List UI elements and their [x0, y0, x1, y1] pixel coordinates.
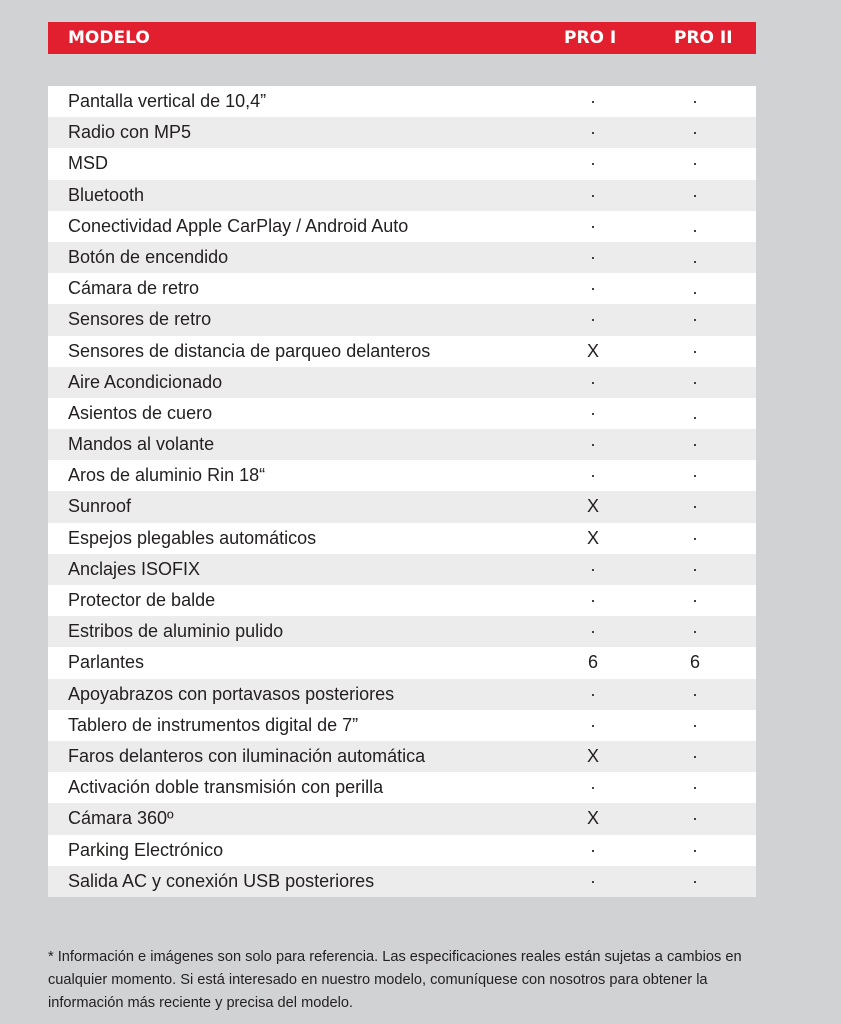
feature-cell: Sensores de retro: [68, 309, 212, 330]
pro2-cell: .: [692, 246, 698, 267]
table-row: [48, 273, 756, 304]
table-row: [48, 710, 756, 741]
table-row: [48, 772, 756, 803]
pro1-cell: ·: [590, 683, 596, 704]
footnote: * Información e imágenes son solo para referencia. Las especificaciones reales están sujetas a cambios en cualquier momento. Si está interesado en nuestro modelo, comuníquese con nosotros para obtener la información más reciente y precisa del modelo.: [48, 949, 742, 1011]
spec-table: [48, 86, 756, 897]
pro1-cell: X: [586, 496, 599, 517]
table-row: [48, 803, 756, 834]
table-row: [48, 86, 756, 117]
pro2-cell: ·: [692, 683, 698, 704]
pro1-cell: ·: [590, 590, 596, 610]
pro2-cell: ·: [692, 839, 698, 860]
feature-cell: Aros de aluminio Rin 18“: [68, 465, 266, 486]
pro1-cell: 6: [587, 652, 598, 673]
table-row: [48, 304, 756, 335]
pro2-cell: ·: [692, 527, 698, 548]
pro2-cell: ·: [692, 184, 698, 205]
pro2-cell: ·: [692, 465, 698, 486]
pro2-cell: ·: [692, 340, 698, 361]
pro1-cell: ·: [590, 777, 596, 798]
table-row: [48, 398, 756, 429]
feature-cell: Anclajes ISOFIX: [68, 558, 201, 579]
pro1-cell: ·: [590, 434, 596, 455]
pro2-cell: ·: [692, 808, 698, 829]
feature-cell: Apoyabrazos con portavasos posteriores: [68, 683, 395, 704]
pro2-cell: ·: [692, 621, 698, 642]
feature-cell: Botón de encendido: [68, 246, 229, 267]
pro2-cell: ·: [692, 777, 698, 798]
pro1-cell: ·: [590, 184, 596, 205]
pro1-cell: ·: [590, 91, 596, 111]
table-row: [48, 523, 756, 554]
table-row: [48, 460, 756, 491]
feature-cell: Estribos de aluminio pulido: [68, 621, 284, 642]
feature-cell: Activación doble transmisión con perilla: [68, 777, 384, 798]
feature-cell: Pantalla vertical de 10,4”: [68, 91, 267, 111]
pro1-cell: ·: [590, 870, 596, 891]
pro1-cell: ·: [590, 465, 596, 486]
table-row: [48, 679, 756, 710]
pro1-cell: X: [586, 745, 599, 766]
feature-cell: Cámara de retro: [68, 278, 200, 299]
feature-cell: Sunroof: [68, 496, 132, 517]
feature-cell: Faros delanteros con iluminación automática: [68, 745, 426, 766]
table-row: [48, 866, 756, 897]
feature-cell: Salida AC y conexión USB posteriores: [68, 870, 375, 891]
feature-cell: MSD: [68, 153, 108, 174]
table-row: [48, 647, 756, 678]
feature-cell: Radio con MP5: [68, 122, 192, 143]
pro2-cell: ·: [692, 153, 698, 174]
pro2-cell: ·: [692, 496, 698, 517]
table-row: [48, 741, 756, 772]
pro2-cell: ·: [692, 91, 698, 111]
pro1-cell: ·: [590, 558, 596, 579]
table-row: [48, 211, 756, 242]
feature-cell: Asientos de cuero: [68, 402, 213, 423]
pro2-cell: .: [692, 402, 698, 423]
table-row: [48, 336, 756, 367]
pro2-cell: ·: [692, 745, 698, 766]
table-row: [48, 117, 756, 148]
pro1-cell: X: [586, 340, 599, 361]
table-row: [48, 616, 756, 647]
feature-cell: Tablero de instrumentos digital de 7”: [68, 714, 359, 735]
pro2-cell: ·: [692, 714, 698, 735]
pro1-cell: ·: [590, 714, 596, 735]
pro1-cell: ·: [590, 215, 596, 236]
pro2-cell: ·: [692, 309, 698, 330]
table-row: [48, 367, 756, 398]
pro2-cell: ·: [692, 558, 698, 579]
pro1-cell: X: [586, 808, 599, 829]
pro1-cell: ·: [590, 153, 596, 174]
feature-cell: Parking Electrónico: [68, 839, 224, 860]
table-row: [48, 242, 756, 273]
table-row: [48, 554, 756, 585]
table-row: [48, 148, 756, 179]
pro1-cell: ·: [590, 246, 596, 267]
feature-cell: Conectividad Apple CarPlay / Android Auto: [68, 215, 409, 236]
header-pro2: PRO II: [674, 28, 733, 48]
feature-cell: Aire Acondicionado: [68, 371, 223, 392]
pro2-cell: ·: [692, 590, 698, 610]
header-model: MODELO: [68, 28, 150, 48]
pro1-cell: ·: [590, 371, 596, 392]
feature-cell: Cámara 360º: [68, 808, 174, 829]
pro1-cell: ·: [590, 839, 596, 860]
table-row: [48, 491, 756, 522]
feature-cell: Protector de balde: [68, 590, 216, 610]
pro1-cell: ·: [590, 309, 596, 330]
pro2-cell: ·: [692, 870, 698, 891]
pro2-cell: .: [692, 215, 698, 236]
pro1-cell: ·: [590, 402, 596, 423]
table-row: [48, 180, 756, 211]
pro1-cell: ·: [590, 621, 596, 642]
feature-cell: Bluetooth: [68, 184, 145, 205]
pro2-cell: .: [692, 278, 698, 299]
pro2-cell: ·: [692, 371, 698, 392]
feature-cell: Espejos plegables automáticos: [68, 527, 317, 548]
table-row: [48, 585, 756, 616]
pro2-cell: 6: [689, 652, 700, 673]
header-pro1: PRO I: [564, 28, 617, 48]
pro1-cell: ·: [590, 122, 596, 143]
feature-cell: Sensores de distancia de parqueo delanteros: [68, 340, 431, 361]
table-row: [48, 429, 756, 460]
feature-cell: Parlantes: [68, 652, 145, 673]
table-header: [48, 22, 756, 54]
pro1-cell: X: [586, 527, 599, 548]
table-row: [48, 835, 756, 866]
pro1-cell: ·: [590, 278, 596, 299]
pro2-cell: ·: [692, 434, 698, 455]
feature-cell: Mandos al volante: [68, 434, 215, 455]
pro2-cell: ·: [692, 122, 698, 143]
